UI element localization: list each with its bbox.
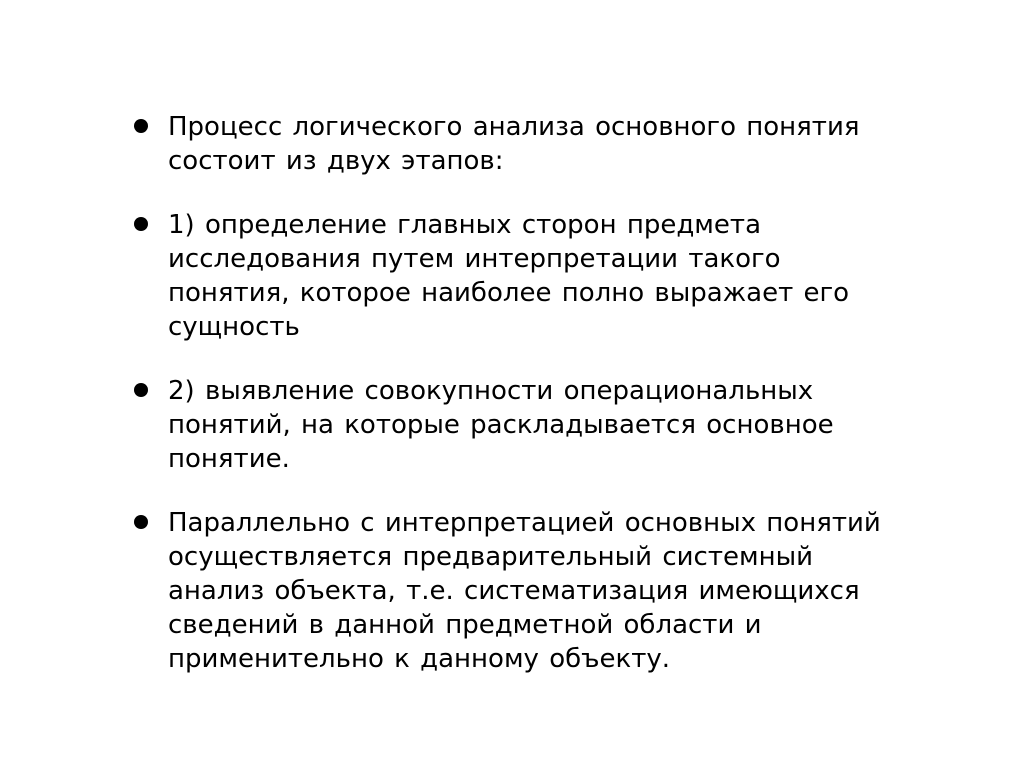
bullet-text-line: 1) определение главных сторон предмета bbox=[168, 210, 761, 240]
bullet-text-line: исследования путем интерпретации такого bbox=[168, 244, 781, 274]
bullet-item-process bbox=[134, 110, 934, 178]
bullet-dot-icon bbox=[134, 217, 148, 231]
bullet-item-stage-2 bbox=[134, 374, 934, 476]
bullet-text-line: Параллельно с интерпретацией основных понятий bbox=[168, 508, 881, 538]
bullet-text-line: понятие. bbox=[168, 444, 290, 474]
bullet-text-line: состоит из двух этапов: bbox=[168, 146, 504, 176]
bullet-text-line: 2) выявление совокупности операциональных bbox=[168, 376, 814, 406]
bullet-text-line: понятий, на которые раскладывается основное bbox=[168, 410, 834, 440]
bullet-text-line: анализ объекта, т.е. систематизация имеющихся bbox=[168, 576, 860, 606]
bullet-text-line: сущность bbox=[168, 312, 300, 342]
bullet-dot-icon bbox=[134, 515, 148, 529]
bullet-item-stage-1 bbox=[134, 208, 934, 344]
bullet-text-line: осуществляется предварительный системный bbox=[168, 542, 814, 572]
bullet-text-line: понятия, которое наиболее полно выражает его bbox=[168, 278, 850, 308]
bullet-list bbox=[134, 110, 934, 676]
bullet-text-line: Процесс логического анализа основного понятия bbox=[168, 112, 860, 142]
bullet-text-line: сведений в данной предметной области и bbox=[168, 610, 762, 640]
bullet-dot-icon bbox=[134, 119, 148, 133]
bullet-text-line: применительно к данному объекту. bbox=[168, 644, 671, 674]
bullet-item-parallel-analysis bbox=[134, 506, 934, 676]
bullet-dot-icon bbox=[134, 383, 148, 397]
